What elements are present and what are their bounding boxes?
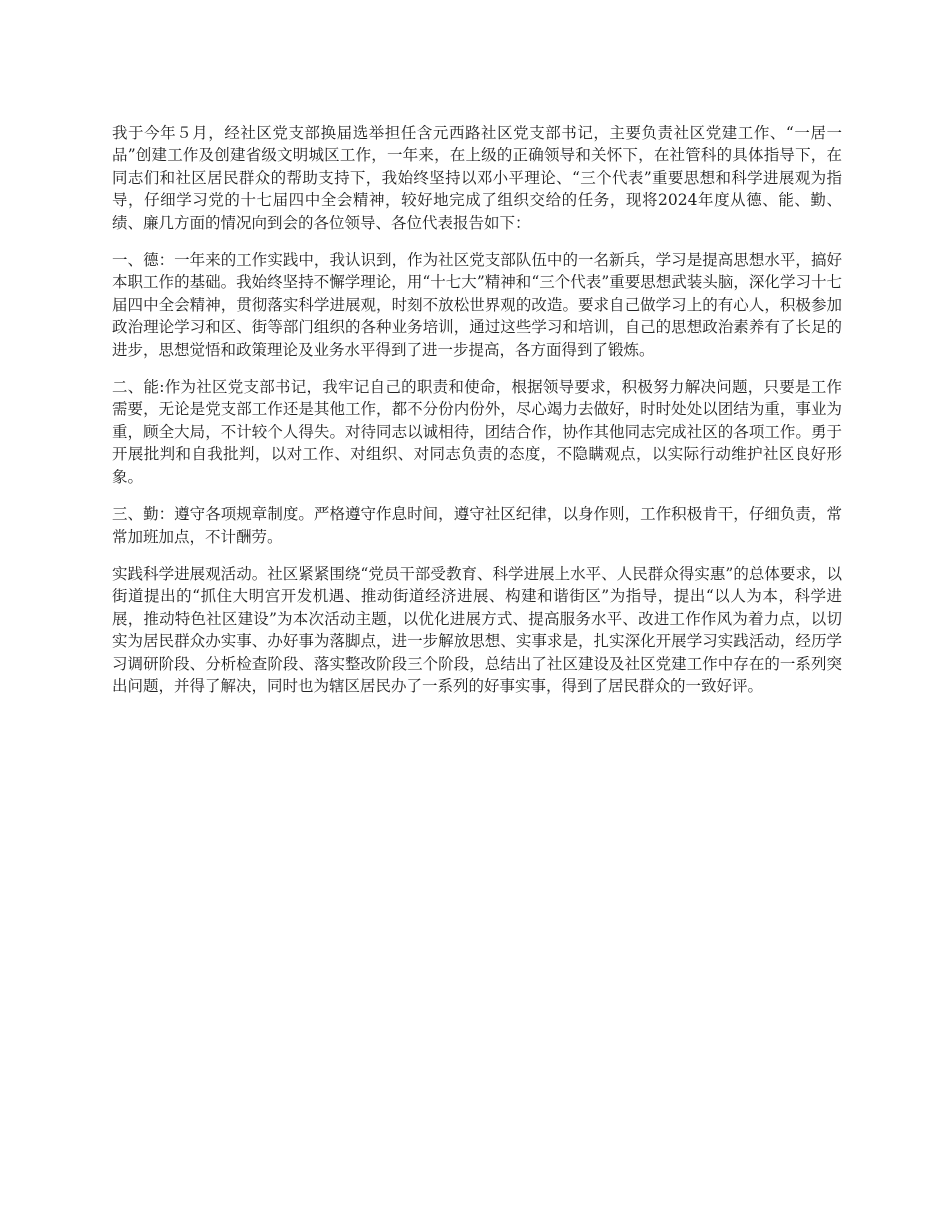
paragraph-diligence: 三、勤：遵守各项规章制度。严格遵守作息时间，遵守社区纪律，以身作则，工作积极肯干，仔细负责，常常加班加点，不计酬劳。 <box>112 505 842 546</box>
document-page <box>112 122 842 712</box>
paragraph-intro: 我于今年５月，经社区党支部换届选举担任含元西路社区党支部书记，主要负责社区党建工作、“一居一品”创建工作及创建省级文明城区工作，一年来，在上级的正确领导和关怀下，在社管科的具体指导下，在同志们和社区居民群众的帮助支持下，我始终坚持以邓小平理论、“三个代表”重要思想和科学进展观为指导，仔细学习党的十七届四中全会精神，较好地完成了组织交给的任务，现将2024年度从德、能、勤、绩、廉几方面的情况向到会的各位领导、各位代表报告如下： <box>112 124 842 232</box>
paragraph-ability: 二、能:作为社区党支部书记，我牢记自己的职责和使命，根据领导要求，积极努力解决问题，只要是工作需要，无论是党支部工作还是其他工作，都不分份内份外，尽心竭力去做好，时时处处以团结为重，事业为重，顾全大局，不计较个人得失。对待同志以诚相待，团结合作，协作其他同志完成社区的各项工作。勇于开展批判和自我批判，以对工作、对组织、对同志负责的态度，不隐瞒观点，以实际行动维护社区良好形象。 <box>112 378 842 486</box>
paragraph-virtue: 一、德：一年来的工作实践中，我认识到，作为社区党支部队伍中的一名新兵，学习是提高思想水平，搞好本职工作的基础。我始终坚持不懈学理论，用“十七大”精神和“三个代表”重要思想武装头脑，深化学习十七届四中全会精神，贯彻落实科学进展观，时刻不放松世界观的改造。要求自己做学习上的有心人，积极参加政治理论学习和区、街等部门组织的各种业务培训，通过这些学习和培训，自己的思想政治素养有了长足的进步，思想觉悟和政策理论及业务水平得到了进一步提高，各方面得到了锻炼。 <box>112 251 842 359</box>
paragraph-practice: 实践科学进展观活动。社区紧紧围绕“党员干部受教育、科学进展上水平、人民群众得实惠”的总体要求，以街道提出的“抓住大明宫开发机遇、推动街道经济进展、构建和谐街区”为指导，提出“以人为本，科学进展，推动特色社区建设”为本次活动主题，以优化进展方式、提高服务水平、改进工作作风为着力点，以切实为居民群众办实事、办好事为落脚点，进一步解放思想、实事求是，扎实深化开展学习实践活动，经历学习调研阶段、分析检查阶段、落实整改阶段三个阶段，总结出了社区建设及社区党建工作中存在的一系列突出问题，并得了解决，同时也为辖区居民办了一系列的好事实事，得到了居民群众的一致好评。 <box>112 564 842 695</box>
